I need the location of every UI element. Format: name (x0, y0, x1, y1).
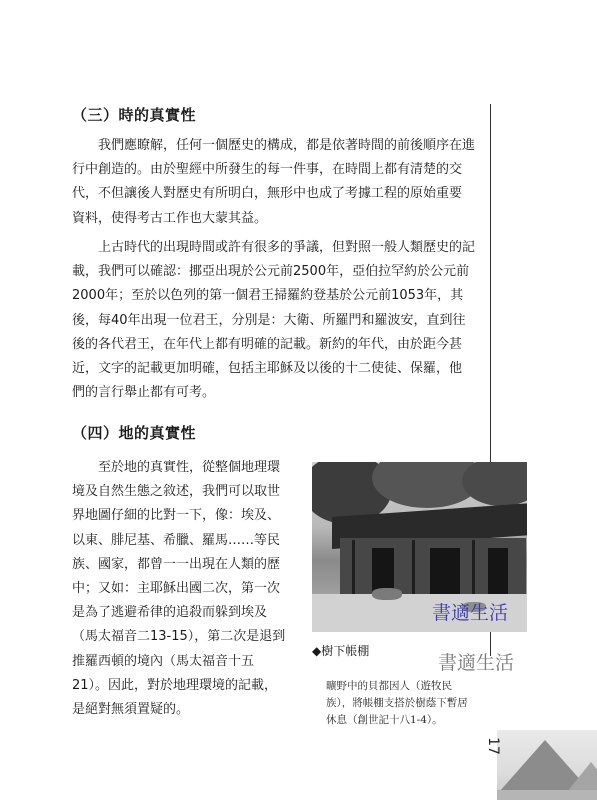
text-line: 至於地的真實性，從整個地理環 (98, 460, 281, 475)
tent-post (352, 540, 355, 596)
text-line: 行中創造的。由於聖經中所發生的每一件事，在時間上都有清楚的交 (72, 162, 463, 178)
desert-ground (497, 790, 597, 800)
section4-heading: （四）地的真實性 (72, 424, 197, 442)
figure-caption (326, 678, 474, 729)
text-line: 近，文字的記載更加明確，包括主耶穌及以後的十二使徒、保羅，他 (72, 361, 463, 377)
tent-post (472, 540, 475, 596)
text-line: 是為了逃避希律的追殺而躲到埃及 (72, 605, 268, 621)
tent-post (412, 540, 415, 596)
tent-opening (488, 548, 508, 594)
text-line: 以東、腓尼基、希臘、羅馬……等民 (72, 532, 281, 548)
text-line: 是絕對無須置疑的。 (72, 702, 190, 718)
text-line: 我們應瞭解，任何一個歷史的構成，都是依著時間的前後順序在進 (98, 138, 476, 153)
text-line: 2000年；至於以色列的第一個君王掃羅約登基於公元前1053年，其 (72, 288, 464, 304)
page-number: 17 (484, 737, 501, 755)
text-line: 界地圖仔細的比對一下，像：埃及、 (72, 508, 281, 524)
text-line: 們的言行舉止都有可考。 (72, 385, 216, 401)
tree-canopy (462, 462, 527, 506)
text-line: 後的各代君王，在年代上都有明確的記載。新約的年代，由於距今甚 (72, 336, 463, 352)
text-line: 21）。因此，對於地理環境的記載， (72, 677, 278, 693)
watermark: 書適生活 (438, 652, 515, 674)
text-line: 境及自然生態之敘述，我們可以取世 (72, 484, 281, 500)
pyramid-image (497, 730, 597, 800)
section4-paragraph (72, 456, 285, 722)
figure-caption-title: ◆樹下帳棚 (312, 644, 370, 658)
text-line: 載，我們可以確認：挪亞出現於公元前2500年，亞伯拉罕約於公元前 (72, 264, 470, 280)
text-line: 推羅西頓的境內（馬太福音十五 (72, 653, 255, 669)
caption-line: 族），將帳棚支搭於樹蔭下暫居 (326, 697, 468, 709)
text-line: 後，每40年出現一位君王，分別是：大衛、所羅門和羅波安，直到往 (72, 312, 466, 328)
text-line: 資料，使得考古工作也大蒙其益。 (72, 210, 268, 226)
text-line: 中；又如：主耶穌出國二次，第一次 (72, 581, 281, 597)
section3-paragraph-1 (72, 134, 475, 231)
text-line: 族、國家，都曾一一出現在人類的歷 (72, 556, 281, 572)
caption-line: 曠野中的貝都因人（遊牧民 (326, 680, 452, 692)
pyramid-shape (567, 762, 597, 792)
section3-paragraph-2 (72, 236, 475, 405)
watermark: 書適生活 (432, 602, 509, 624)
text-line: 上古時代的出現時間或許有很多的爭議，但對照一般人類歷史的記 (98, 240, 476, 255)
caption-line: 休息（創世記十八1-4）。 (326, 714, 443, 726)
text-line: （馬太福音二13-15），第二次是退到 (72, 629, 286, 645)
tent-opening (430, 548, 460, 594)
section3-heading: （三）時的真實性 (72, 106, 197, 124)
rock (372, 588, 402, 600)
text-line: 代，不但讓後人對歷史有所明白，無形中也成了考據工程的原始重要 (72, 186, 463, 202)
